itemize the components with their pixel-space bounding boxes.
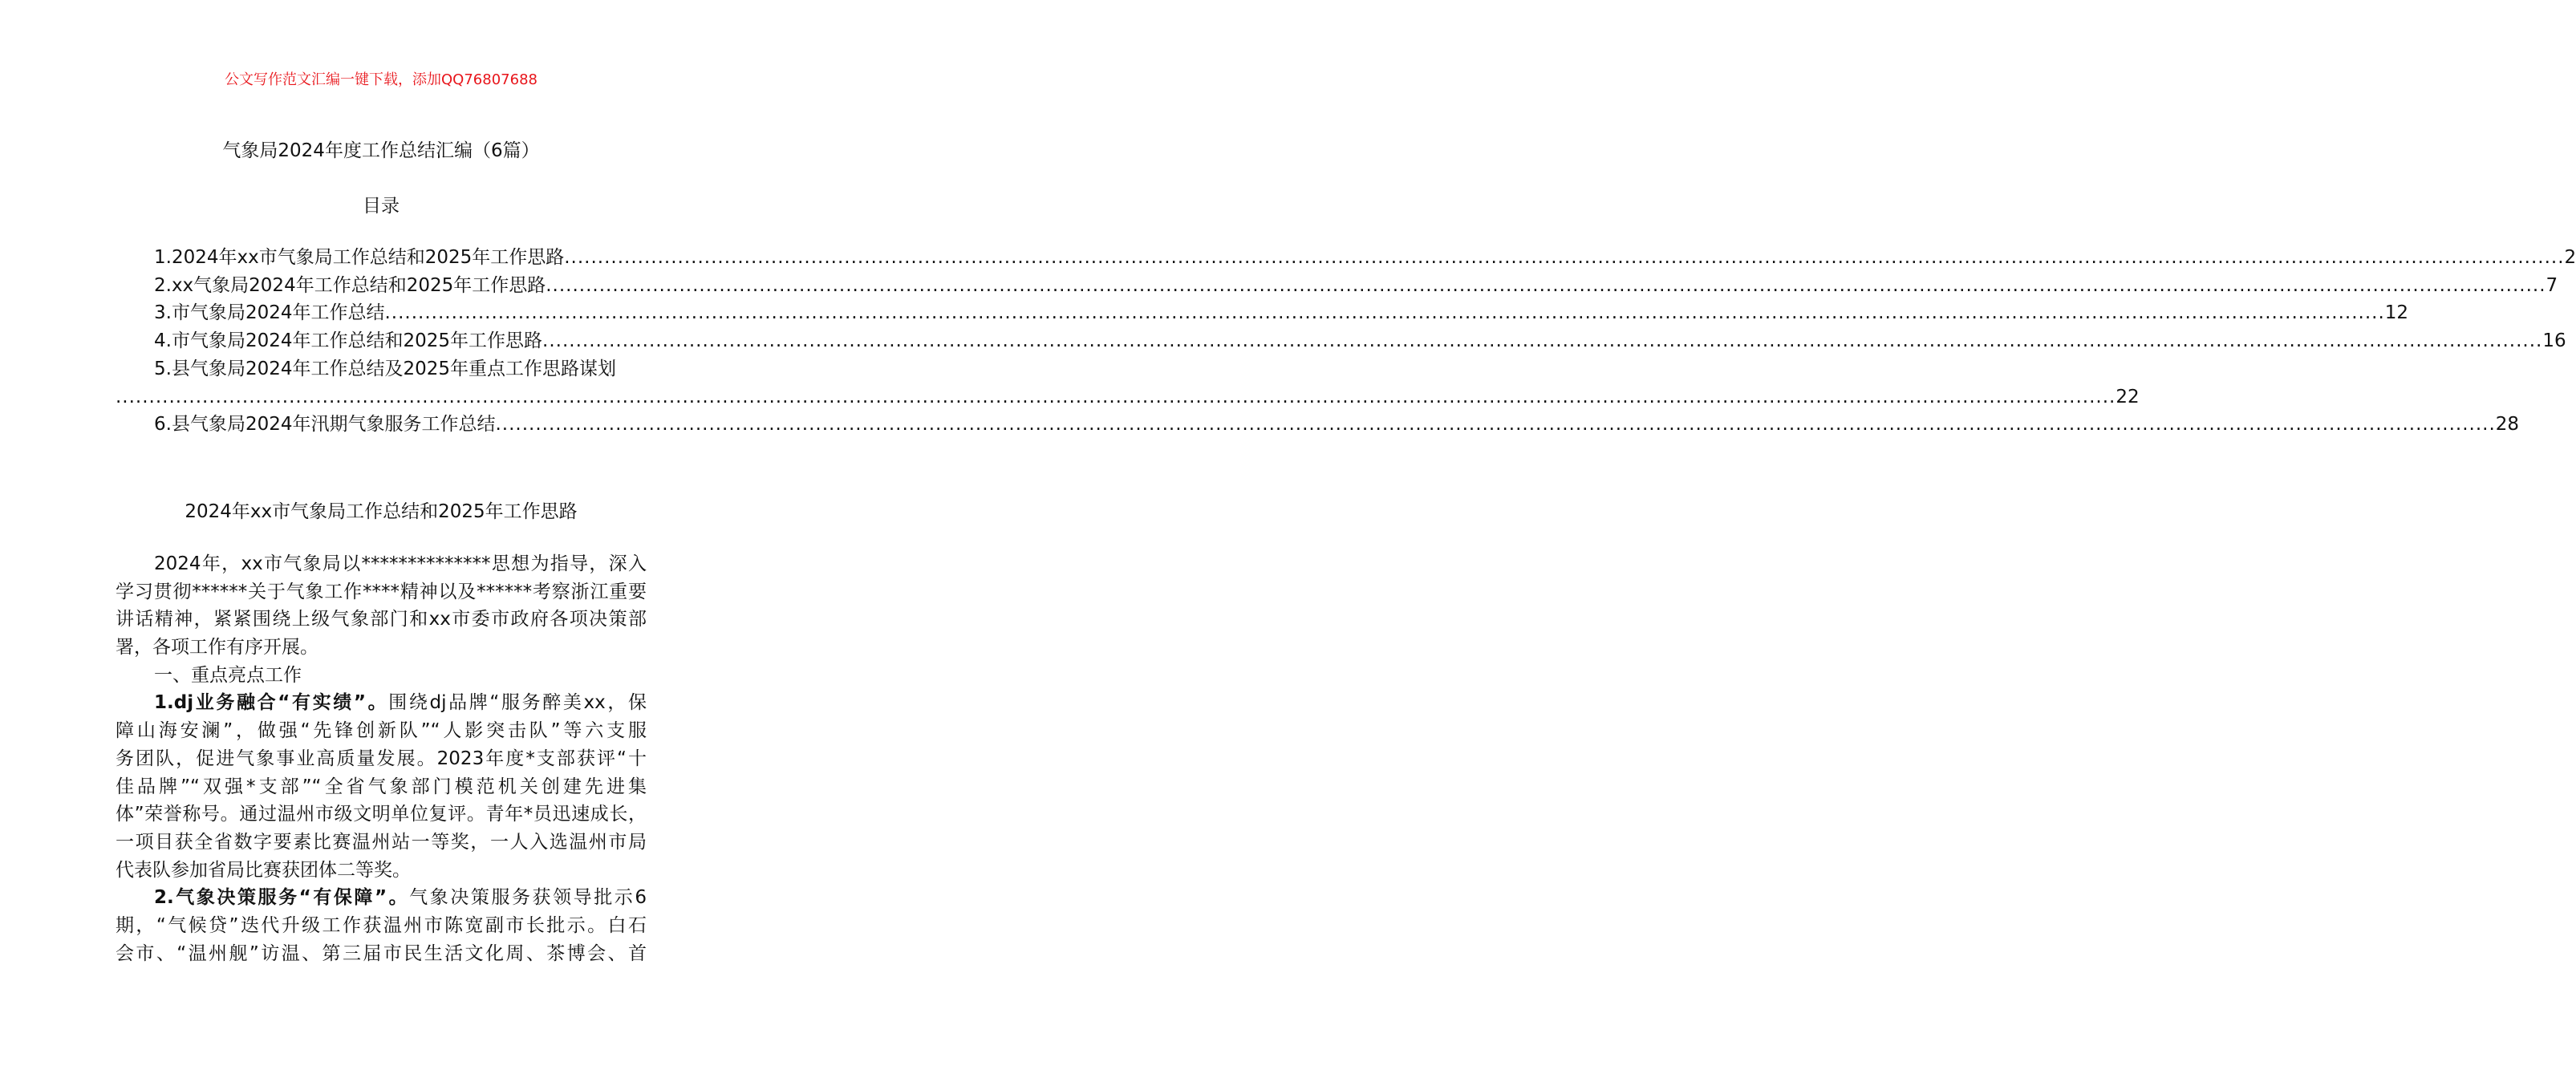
paragraph-line — [116, 800, 647, 829]
toc-entry-title: 6.县气象局2024年汛期气象服务工作总结 — [154, 414, 496, 436]
toc-entry[interactable] — [116, 244, 2576, 272]
toc-entry[interactable] — [116, 355, 647, 383]
toc-entry-title: 4.市气象局2024年工作总结和2025年工作思路 — [154, 330, 543, 352]
line-text: 期，“气候贷”迭代升级工作获温州市陈宽副市长批示。白石 — [116, 914, 647, 936]
line-text: 围绕dj品牌“服务醉美xx，保 — [388, 692, 647, 714]
toc-entry-title: 5.县气象局2024年工作总结及2025年重点工作思路谋划 — [154, 358, 617, 379]
paragraph-line — [116, 550, 647, 578]
line-text: 气象决策服务获领导批示6 — [409, 887, 647, 909]
toc-page-number: 12 — [2384, 302, 2409, 324]
paragraph-lead: 2.气象决策服务“有保障”。 — [154, 887, 410, 909]
line-text: 署，各项工作有序开展。 — [116, 637, 318, 659]
paragraph-line — [116, 745, 647, 773]
line-text: 障山海安澜”，做强“先锋创新队”“人影突击队”等六支服 — [116, 720, 647, 742]
toc-page-number: 28 — [2495, 414, 2520, 436]
download-banner: 公文写作范文汇编一键下载，添加QQ76807688 — [225, 71, 538, 88]
article-title: 2024年xx市气象局工作总结和2025年工作思路 — [185, 501, 578, 522]
toc-dot-leader: ............................................................................................................................................................................................................................................................................................................ — [495, 414, 2496, 436]
paragraph-line — [116, 857, 647, 885]
toc-dot-leader: ............................................................................................................................................................................................................................................................................................................ — [384, 302, 2385, 324]
paragraph-line — [116, 717, 647, 745]
toc-dot-leader: ............................................................................................................................................................................................................................................................................................................ — [564, 247, 2565, 268]
article-body — [116, 550, 647, 967]
paragraph-line — [116, 912, 647, 940]
line-text: 体”荣誉称号。通过温州市级文明单位复评。青年*员迅速成长， — [116, 804, 647, 825]
line-text: 佳品牌”“双强*支部”“全省气象部门模范机关创建先进集 — [116, 776, 647, 797]
paragraph-line — [116, 634, 647, 662]
toc-entry[interactable] — [116, 272, 2558, 300]
line-text: 2024年，xx市气象局以**************思想为指导，深入 — [154, 553, 647, 574]
toc-entry-continuation[interactable] — [116, 383, 2140, 411]
toc-entry-title: 3.市气象局2024年工作总结 — [154, 302, 385, 324]
paragraph-line — [116, 940, 647, 968]
paragraph-line — [116, 606, 647, 634]
paragraph-line — [116, 773, 647, 801]
toc-entry-title: 1.2024年xx市气象局工作总结和2025年工作思路 — [154, 247, 565, 268]
paragraph-lead: 1.dj业务融合“有实绩”。 — [154, 692, 389, 714]
paragraph-line — [116, 689, 647, 717]
toc-page-number: 2 — [2564, 247, 2576, 268]
table-of-contents — [116, 244, 2576, 439]
toc-entry[interactable] — [116, 299, 2409, 327]
line-text: 一、重点亮点工作 — [154, 664, 302, 686]
toc-entry[interactable] — [116, 411, 2520, 439]
paragraph-line — [116, 884, 647, 912]
toc-entry[interactable] — [116, 327, 2566, 355]
line-text: 学习贯彻******关于气象工作****精神以及******考察浙江重要 — [116, 581, 647, 602]
line-text: 务团队，促进气象事业高质量发展。2023年度*支部获评“十 — [116, 748, 647, 769]
line-text: 讲话精神，紧紧围绕上级气象部门和xx市委市政府各项决策部 — [116, 609, 647, 630]
line-text: 代表队参加省局比赛获团体二等奖。 — [116, 859, 411, 881]
line-text: 会市、“温州舰”访温、第三届市民生活文化周、茶博会、首 — [116, 942, 647, 964]
line-text: 一项目获全省数字要素比赛温州站一等奖，一人入选温州市局 — [116, 831, 647, 853]
paragraph-line — [116, 829, 647, 857]
paragraph-line — [116, 578, 647, 606]
toc-heading: 目录 — [363, 196, 400, 217]
toc-page-number: 22 — [2116, 386, 2140, 407]
toc-page-number: 16 — [2542, 330, 2566, 352]
document-title: 气象局2024年度工作总结汇编（6篇） — [222, 140, 540, 161]
toc-entry-title: 2.xx气象局2024年工作总结和2025年工作思路 — [154, 274, 546, 296]
toc-dot-leader: ............................................................................................................................................................................................................................................................................................................ — [116, 386, 2116, 407]
paragraph-line — [116, 662, 647, 690]
toc-dot-leader: ............................................................................................................................................................................................................................................................................................................ — [542, 330, 2543, 352]
toc-dot-leader: ............................................................................................................................................................................................................................................................................................................ — [546, 274, 2546, 296]
toc-page-number: 7 — [2546, 274, 2558, 296]
